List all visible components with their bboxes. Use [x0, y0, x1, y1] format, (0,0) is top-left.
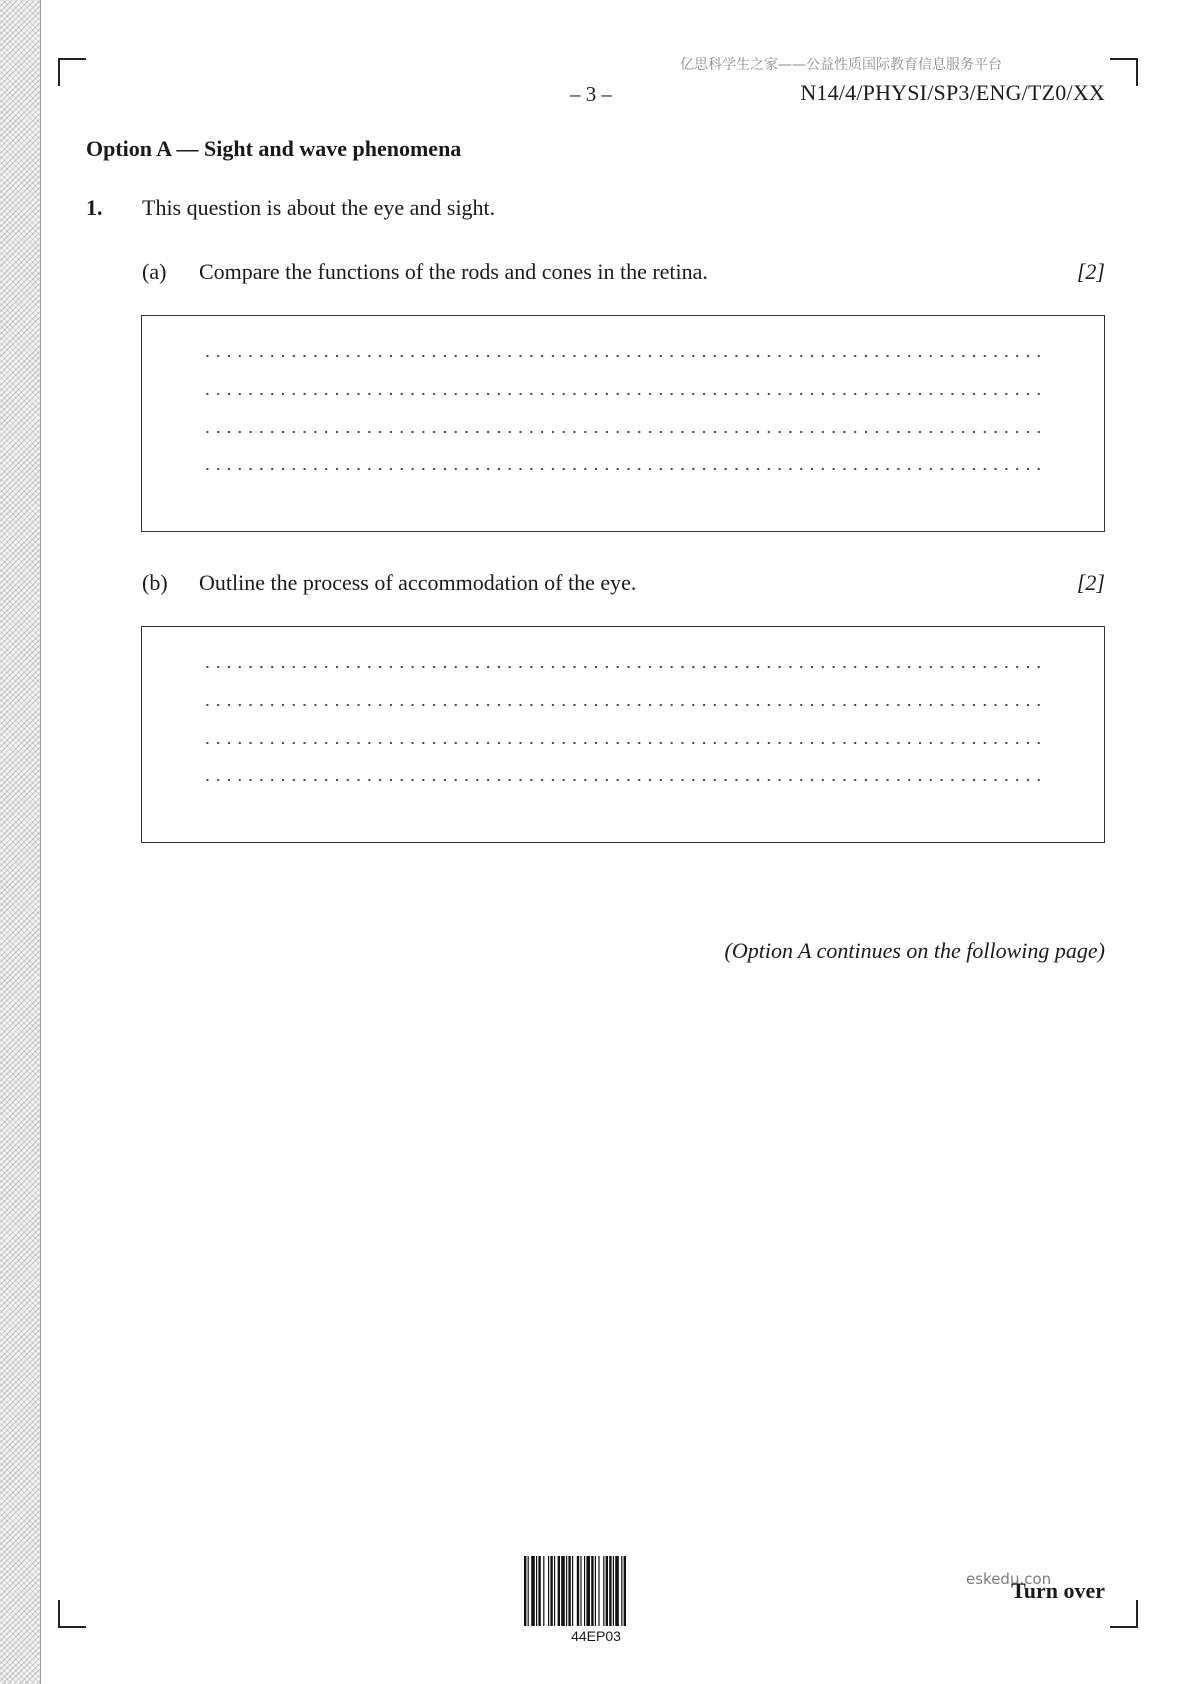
barcode-label: 44EP03	[571, 1628, 621, 1644]
barcode-bar	[624, 1556, 626, 1626]
answer-line	[202, 392, 1047, 396]
part-b-label: (b)	[142, 570, 168, 595]
paper-code: N14/4/PHYSI/SP3/ENG/TZ0/XX	[800, 80, 1105, 105]
barcode-bar	[621, 1556, 622, 1626]
barcode-bar	[543, 1556, 544, 1626]
crop-mark-bottom-right	[1110, 1600, 1138, 1628]
page-number: – 3 –	[570, 82, 612, 106]
barcode-bar	[572, 1556, 573, 1626]
barcode-bar	[591, 1556, 593, 1626]
crop-mark-top-right	[1110, 58, 1138, 86]
barcode-bar	[595, 1556, 596, 1626]
barcode-bar	[561, 1556, 565, 1626]
barcode-bar	[586, 1556, 590, 1626]
barcode-bar	[598, 1556, 599, 1626]
question-stem: This question is about the eye and sight.	[142, 195, 496, 220]
barcode-bar	[566, 1556, 567, 1626]
turn-over: Turn over	[1011, 1578, 1105, 1603]
part-b-text: Outline the process of accommodation of the eye.	[199, 570, 637, 595]
answer-line	[202, 778, 1047, 782]
part-b-marks: [2]	[1076, 570, 1105, 595]
part-a-marks: [2]	[1076, 259, 1105, 284]
part-a-label: (a)	[142, 259, 167, 284]
barcode-bar	[615, 1556, 619, 1626]
barcode-bar	[584, 1556, 585, 1626]
binding-margin-strip	[0, 0, 41, 1684]
barcode-bar	[536, 1556, 537, 1626]
barcode-bar	[609, 1556, 611, 1626]
answer-line	[202, 354, 1047, 358]
crop-mark-top-left	[58, 58, 86, 86]
barcode-bar	[554, 1556, 555, 1626]
barcode-bar	[577, 1556, 579, 1626]
barcode	[524, 1556, 668, 1626]
barcode-bar	[603, 1556, 604, 1626]
continuation-note: (Option A continues on the following page)	[724, 938, 1105, 963]
answer-line	[202, 467, 1047, 471]
answer-line	[202, 741, 1047, 745]
barcode-bar	[531, 1556, 535, 1626]
barcode-bar	[538, 1556, 540, 1626]
part-a-text: Compare the functions of the rods and cones in the retina.	[199, 259, 708, 284]
barcode-bar	[558, 1556, 560, 1626]
footer-watermark: eskedu.con	[966, 1570, 1052, 1588]
answer-line	[202, 665, 1047, 669]
part-a-answer-box[interactable]	[141, 315, 1105, 532]
answer-line	[202, 703, 1047, 707]
barcode-bar	[568, 1556, 570, 1626]
barcode-bar	[524, 1556, 526, 1626]
crop-mark-bottom-left	[58, 1600, 86, 1628]
answer-line	[202, 430, 1047, 434]
part-b-answer-box[interactable]	[141, 626, 1105, 843]
question-number: 1.	[86, 195, 103, 220]
header-watermark: 亿思科学生之家——公益性质国际教育信息服务平台	[680, 57, 1002, 73]
barcode-bar	[580, 1556, 581, 1626]
barcode-bar	[613, 1556, 614, 1626]
barcode-bar	[548, 1556, 549, 1626]
barcode-bar	[606, 1556, 608, 1626]
barcode-bar	[528, 1556, 529, 1626]
barcode-bar	[550, 1556, 552, 1626]
option-heading: Option A — Sight and wave phenomena	[86, 136, 462, 161]
